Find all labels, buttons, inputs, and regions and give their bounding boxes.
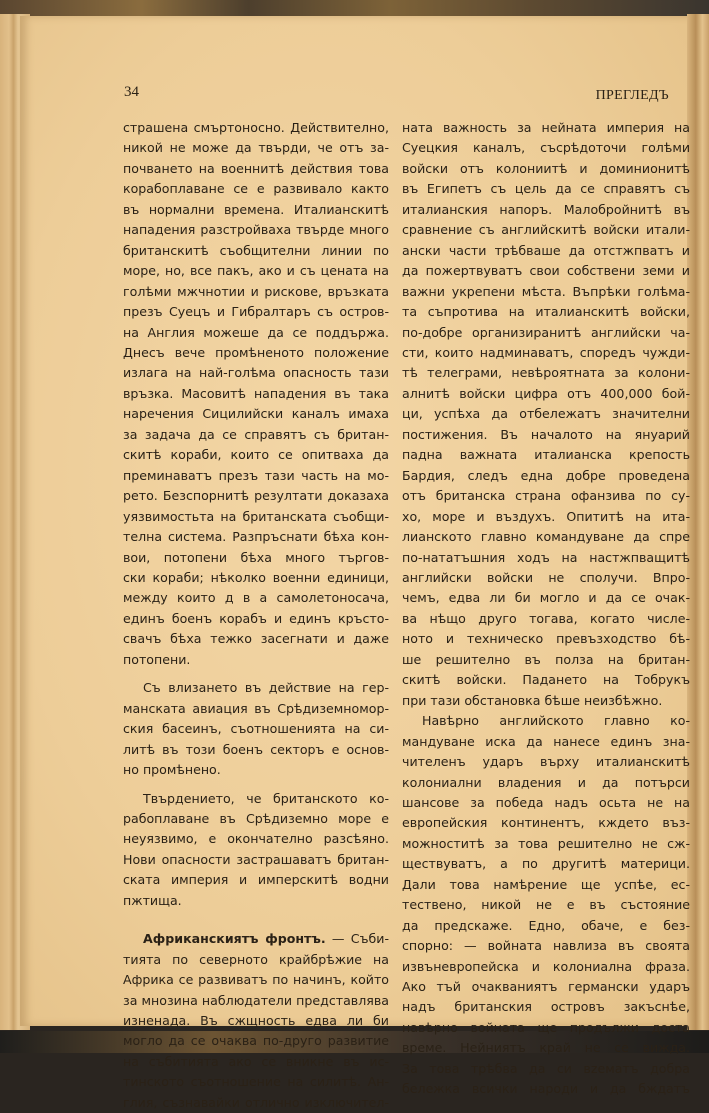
text-line: ва нѣщо друго тогава, когато числе-: [402, 610, 690, 626]
text-line: Днесъ вече промѣненото положение: [123, 344, 389, 360]
text-line: ществуватъ, а по другитѣ материци.: [402, 856, 690, 872]
text-line: колониални владения и да потърси: [402, 774, 690, 790]
text-line: мандуване иска да нанесе единъ зна-: [402, 733, 690, 749]
text-line: уязвимостьта на британската съобщи-: [123, 508, 389, 524]
text-line: чемъ, едва ли би могло и да се очак-: [402, 590, 690, 606]
text-line: падна важната италианска крепость: [402, 447, 690, 463]
text-line: преминаватъ презъ тази часть на мо-: [123, 467, 389, 483]
text-line: но промѣнено.: [123, 762, 221, 778]
text-line: Нови опасности застрашаватъ британ-: [123, 851, 389, 867]
text-line: страшена смъртоносно. Действително,: [123, 120, 389, 135]
text-line: отъ британска страна офанзива по су-: [402, 488, 690, 504]
text-line: да пожертвуватъ свои собствени земи и: [402, 263, 690, 279]
book-binding-top: [0, 0, 709, 16]
text-line: английски войски не сполучи. Впро-: [402, 569, 690, 585]
paragraph: [402, 118, 690, 711]
text-line: могло да се очаква по-друго развитие: [123, 1033, 389, 1049]
text-line: тѣ телеграми, невѣроятната за колони-: [402, 365, 690, 381]
text-line: ски кораби; нѣколко военни единици,: [123, 569, 389, 585]
text-line: сти, които надминаватъ, споредъ чужди-: [402, 344, 690, 360]
text-line: спорно: — войната навлиза въ своята: [402, 938, 690, 954]
text-line: Съ влизането въ действие на гер-: [143, 680, 389, 696]
text-line: италианския напоръ. Малобройнитѣ въ: [402, 201, 690, 217]
text-fragment: — Съби-: [325, 931, 389, 947]
text-line: нападения разстройваха твърде много: [123, 222, 389, 238]
text-line: войски отъ колониитѣ и доминионитѣ: [402, 160, 690, 176]
text-line: никой не може да твърди, че отъ за-: [123, 140, 389, 156]
text-line: манската авиация въ Срѣдиземномор-: [123, 700, 389, 716]
text-line: наречения Сицилийски каналъ имаха: [123, 406, 389, 422]
text-line: хо, море и въздухъ. Опититѣ на ита-: [402, 508, 690, 524]
text-line: ци, успѣха да отбележатъ значителни: [402, 406, 690, 422]
paragraph: [123, 118, 389, 670]
text-line: връзка. Масовитѣ нападения въ така: [123, 385, 389, 401]
text-line: ския басеинъ, съотношенията на си-: [123, 721, 389, 737]
paragraph: [123, 789, 389, 912]
text-line: надъ британския островъ закъснѣе,: [402, 999, 690, 1015]
text-line: алнитѣ войски цифра отъ 400,000 бой-: [402, 385, 690, 401]
text-line: море, но, все пакъ, ако и съ цената на: [123, 263, 389, 279]
text-line: постижения. Въ началото на януарий: [402, 426, 690, 442]
text-line: въ Египетъ съ цель да се справятъ съ: [402, 181, 690, 197]
page-number: 34: [124, 84, 139, 100]
text-line: потопени.: [123, 651, 191, 667]
text-line: За това трѣбва да си вzематъ добра: [402, 1060, 690, 1076]
text-line: ската империя и имперскитѣ водни: [123, 872, 389, 888]
text-line: Твърдението, че британското ко-: [143, 790, 389, 806]
text-line: презъ Суецъ и Гибралтаръ съ остров-: [123, 304, 389, 320]
text-line: сравнение съ английскитѣ войски итали-: [402, 222, 690, 238]
text-line: бележка всички народи и да бждатъ: [402, 1081, 690, 1097]
text-line: Суецкия каналъ, съсрѣдоточи голѣми: [402, 140, 690, 156]
text-line: глия, съзнавайки отлично изключител-: [123, 1094, 389, 1110]
text-line: британскитѣ съобщителни линии по: [123, 242, 389, 258]
text-line: Бардия, следъ една добре проведена: [402, 467, 690, 483]
text-line: шансове за победа надъ осьта не на: [402, 794, 690, 810]
page-gutter: [687, 14, 709, 1030]
text-line: Дали това намѣрение ще успѣе, ес-: [402, 876, 690, 892]
text-line: навѣрно войната ще продължи доста: [402, 1019, 690, 1035]
text-line: извъневропейска и колониална фраза.: [402, 958, 690, 974]
text-line: тинското съотношение на силитѣ. Ан-: [123, 1074, 389, 1090]
text-line: на Англия можеше да се поддържа.: [123, 324, 389, 340]
text-line: излага на най-голѣма опасность тази: [123, 365, 389, 381]
right-column: [402, 118, 690, 1100]
text-line: ански части трѣбваше да отстжпватъ и: [402, 242, 690, 258]
text-line: Ако тъй очакваниятъ германски ударъ: [402, 979, 690, 995]
text-line: пжтища.: [123, 892, 182, 908]
text-line: европейския континентъ, кждето въз-: [402, 815, 690, 831]
running-title: ПРЕГЛЕДЪ: [595, 88, 669, 103]
text-line: корабоплаване се е развивало както: [123, 181, 389, 197]
text-line: лианското главно командуване да спре: [402, 529, 690, 545]
text-line: ната важность за нейната империя на: [402, 120, 690, 135]
text-line: да предскаже. Едно, обаче, е без-: [402, 917, 690, 933]
section-heading: Африканскиятъ фронтъ.: [143, 931, 326, 947]
text-line: по-добре организиранитѣ английски ча-: [402, 324, 690, 340]
text-line: вои, потопени бѣха много търгов-: [123, 549, 389, 565]
text-line: за задача да се справятъ съ британ-: [123, 426, 389, 442]
text-line: тествено, никой не е въ състояние: [402, 897, 690, 913]
text-line: единъ боенъ корабъ и единъ кръсто-: [123, 610, 389, 626]
text-line: изненада. Въ сжщность едва ли би: [123, 1013, 389, 1029]
text-line: неуязвимо, е окончателно разсѣяно.: [123, 831, 389, 847]
text-line: можноститѣ за това решително не сж-: [402, 835, 690, 851]
text-line: между които д в а самолетоносача,: [123, 590, 389, 606]
text-line: въ нормални времена. Италианскитѣ: [123, 201, 389, 217]
text-line: при тази обстановка бѣше неизбѣжно.: [402, 692, 663, 708]
text-line: чителенъ ударъ върху италианскитѣ: [402, 754, 690, 770]
text-line: по-нататъшния ходъ на настжпващитѣ: [402, 549, 690, 565]
text-line: ше решително въ полза на британ-: [402, 651, 690, 667]
text-line: важни укрепени мѣста. Въпрѣки голѣма-: [402, 283, 690, 299]
text-line: [123, 929, 389, 949]
text-line: Африка се развиватъ по начинъ, който: [123, 972, 389, 988]
text-line: литѣ въ този боенъ секторъ е основ-: [123, 741, 389, 757]
text-line: за мнозина наблюдатели представлява: [123, 992, 389, 1008]
paragraph: [123, 678, 389, 780]
text-line: голѣми мжчнотии и рискове, връзката: [123, 283, 389, 299]
paragraph: [402, 711, 690, 1100]
text-line: скитѣ войски. Падането на Тобрукъ: [402, 672, 690, 688]
text-line: почването на военнитѣ действия това: [123, 160, 389, 176]
paragraph-african-front: [123, 929, 389, 1113]
text-line: та съпротива на италианскитѣ войски,: [402, 304, 690, 320]
text-line: ното и техническо превъзходство бѣ-: [402, 631, 690, 647]
text-line: Навѣрно английското главно ко-: [422, 713, 690, 729]
text-line: тията по северното крайбрѣжие на: [123, 951, 389, 967]
text-line: рабоплаване въ Срѣдиземно море е: [123, 810, 389, 826]
text-line: на събитията ако се вникне въ ис-: [123, 1053, 389, 1069]
text-line: време. Нейниятъ край не се вижда.: [402, 1040, 690, 1056]
text-line: рето. Безспорнитѣ резултати доказаха: [123, 488, 389, 504]
left-column: [123, 118, 389, 1113]
paragraph-lines: [123, 950, 389, 1113]
text-line: скитѣ кораби, които се опитваха да: [123, 447, 389, 463]
text-line: телна система. Разпръснати бѣха кон-: [123, 529, 389, 545]
text-line: свачъ бѣха тежко засегнати и даже: [123, 631, 389, 647]
